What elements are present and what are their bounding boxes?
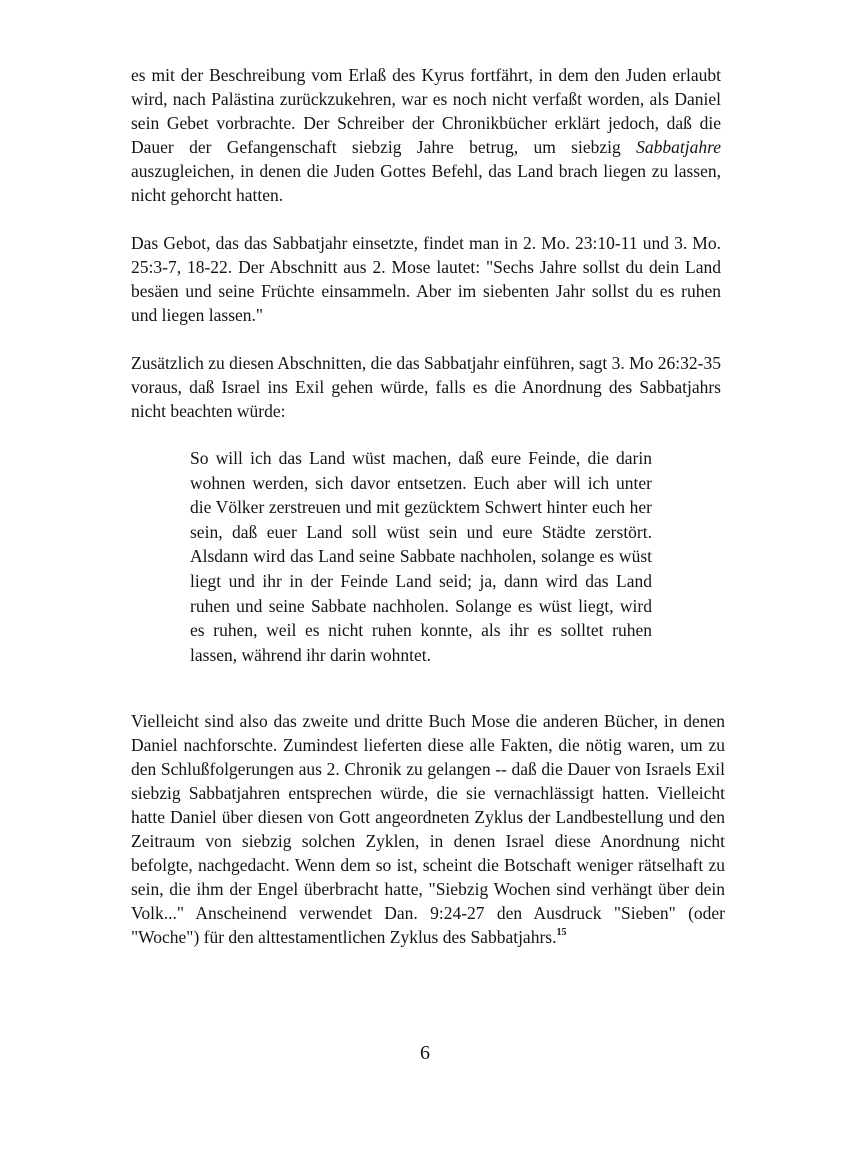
italic-term: Sabbatjahre <box>636 137 721 157</box>
paragraph-text: auszugleichen, in denen die Juden Gottes Befehl, das Land brach liegen zu lassen, nicht gehorcht hatten. <box>131 161 721 205</box>
paragraph-sabbath-commandment: Das Gebot, das das Sabbatjahr einsetzte, findet man in 2. Mo. 23:10-11 und 3. Mo. 25:3-7, 18-22. Der Abschnitt aus 2. Mose lautet: "Sechs Jahre sollst du dein Land besäen und seine Früchte einsammeln. Aber im siebenten Jahr sollst du es ruhen und liegen lassen." <box>131 233 721 325</box>
paragraph-text: es mit der Beschreibung vom Erlaß des Kyrus fortfährt, in dem den Juden erlaubt wird, nach Palästina zurückzukehren, war es noch nicht verfaßt worden, als Daniel sein Gebet vorbrachte. Der Schreiber der Chronikbücher erklärt jedoch, daß die Dauer der Gefangenschaft siebzig Jahre betrug, um siebzig <box>131 65 721 157</box>
paragraph-cyrus-decree <box>131 63 721 207</box>
paragraph-text: Vielleicht sind also das zweite und dritte Buch Mose die anderen Bücher, in denen Daniel nachforschte. Zumindest lieferten diese alle Fakten, die nötig waren, um zu den Schlußfolgerungen aus 2. Chronik zu gelangen -- daß die Dauer von Israels Exil siebzig Sabbatjahren entsprechen würde, die sie vernachlässigt hatten. Vielleicht hatte Daniel über diesen von Gott angeordneten Zyklus der Landbestellung und den Zeitraum von siebzig solchen Zyklen, in denen Israel diese Anordnung nicht befolgte, nachgedacht. Wenn dem so ist, scheint die Botschaft weniger rätselhaft zu sein, die ihm der Engel überbracht hatte, "Siebzig Wochen sind verhängt über dein Volk..." Anscheinend verwendet Dan. 9:24-27 den Ausdruck "Sieben" (oder "Woche") für den alttestamentlichen Zyklus des Sabbatjahrs. <box>131 711 725 947</box>
paragraph-daniel-reflection <box>131 709 725 949</box>
block-quote: So will ich das Land wüst machen, daß eure Feinde, die darin wohnen werden, sich davor entsetzen. Euch aber will ich unter die Völker zerstreuen und mit gezücktem Schwert hinter euch her sein, daß euer Land soll wüst sein und eure Städte zerstört. Alsdann wird das Land seine Sabbate nachholen, solange es wüst liegt und ihr in der Feinde Land seid; ja, dann wird das Land ruhen und seine Sabbate nachholen. Solange es wüst liegt, wird es ruhen, weil es nicht ruhen konnte, als ihr es solltet ruhen lassen, während ihr darin wohntet. <box>190 448 652 665</box>
paragraph-exile-prophecy: Zusätzlich zu diesen Abschnitten, die das Sabbatjahr einführen, sagt 3. Mo 26:32-35 voraus, daß Israel ins Exil gehen würde, falls es die Anordnung des Sabbatjahrs nicht beachten würde: <box>131 353 722 421</box>
footnote-reference: 15 <box>556 927 567 938</box>
page-number: 6 <box>420 1042 430 1064</box>
